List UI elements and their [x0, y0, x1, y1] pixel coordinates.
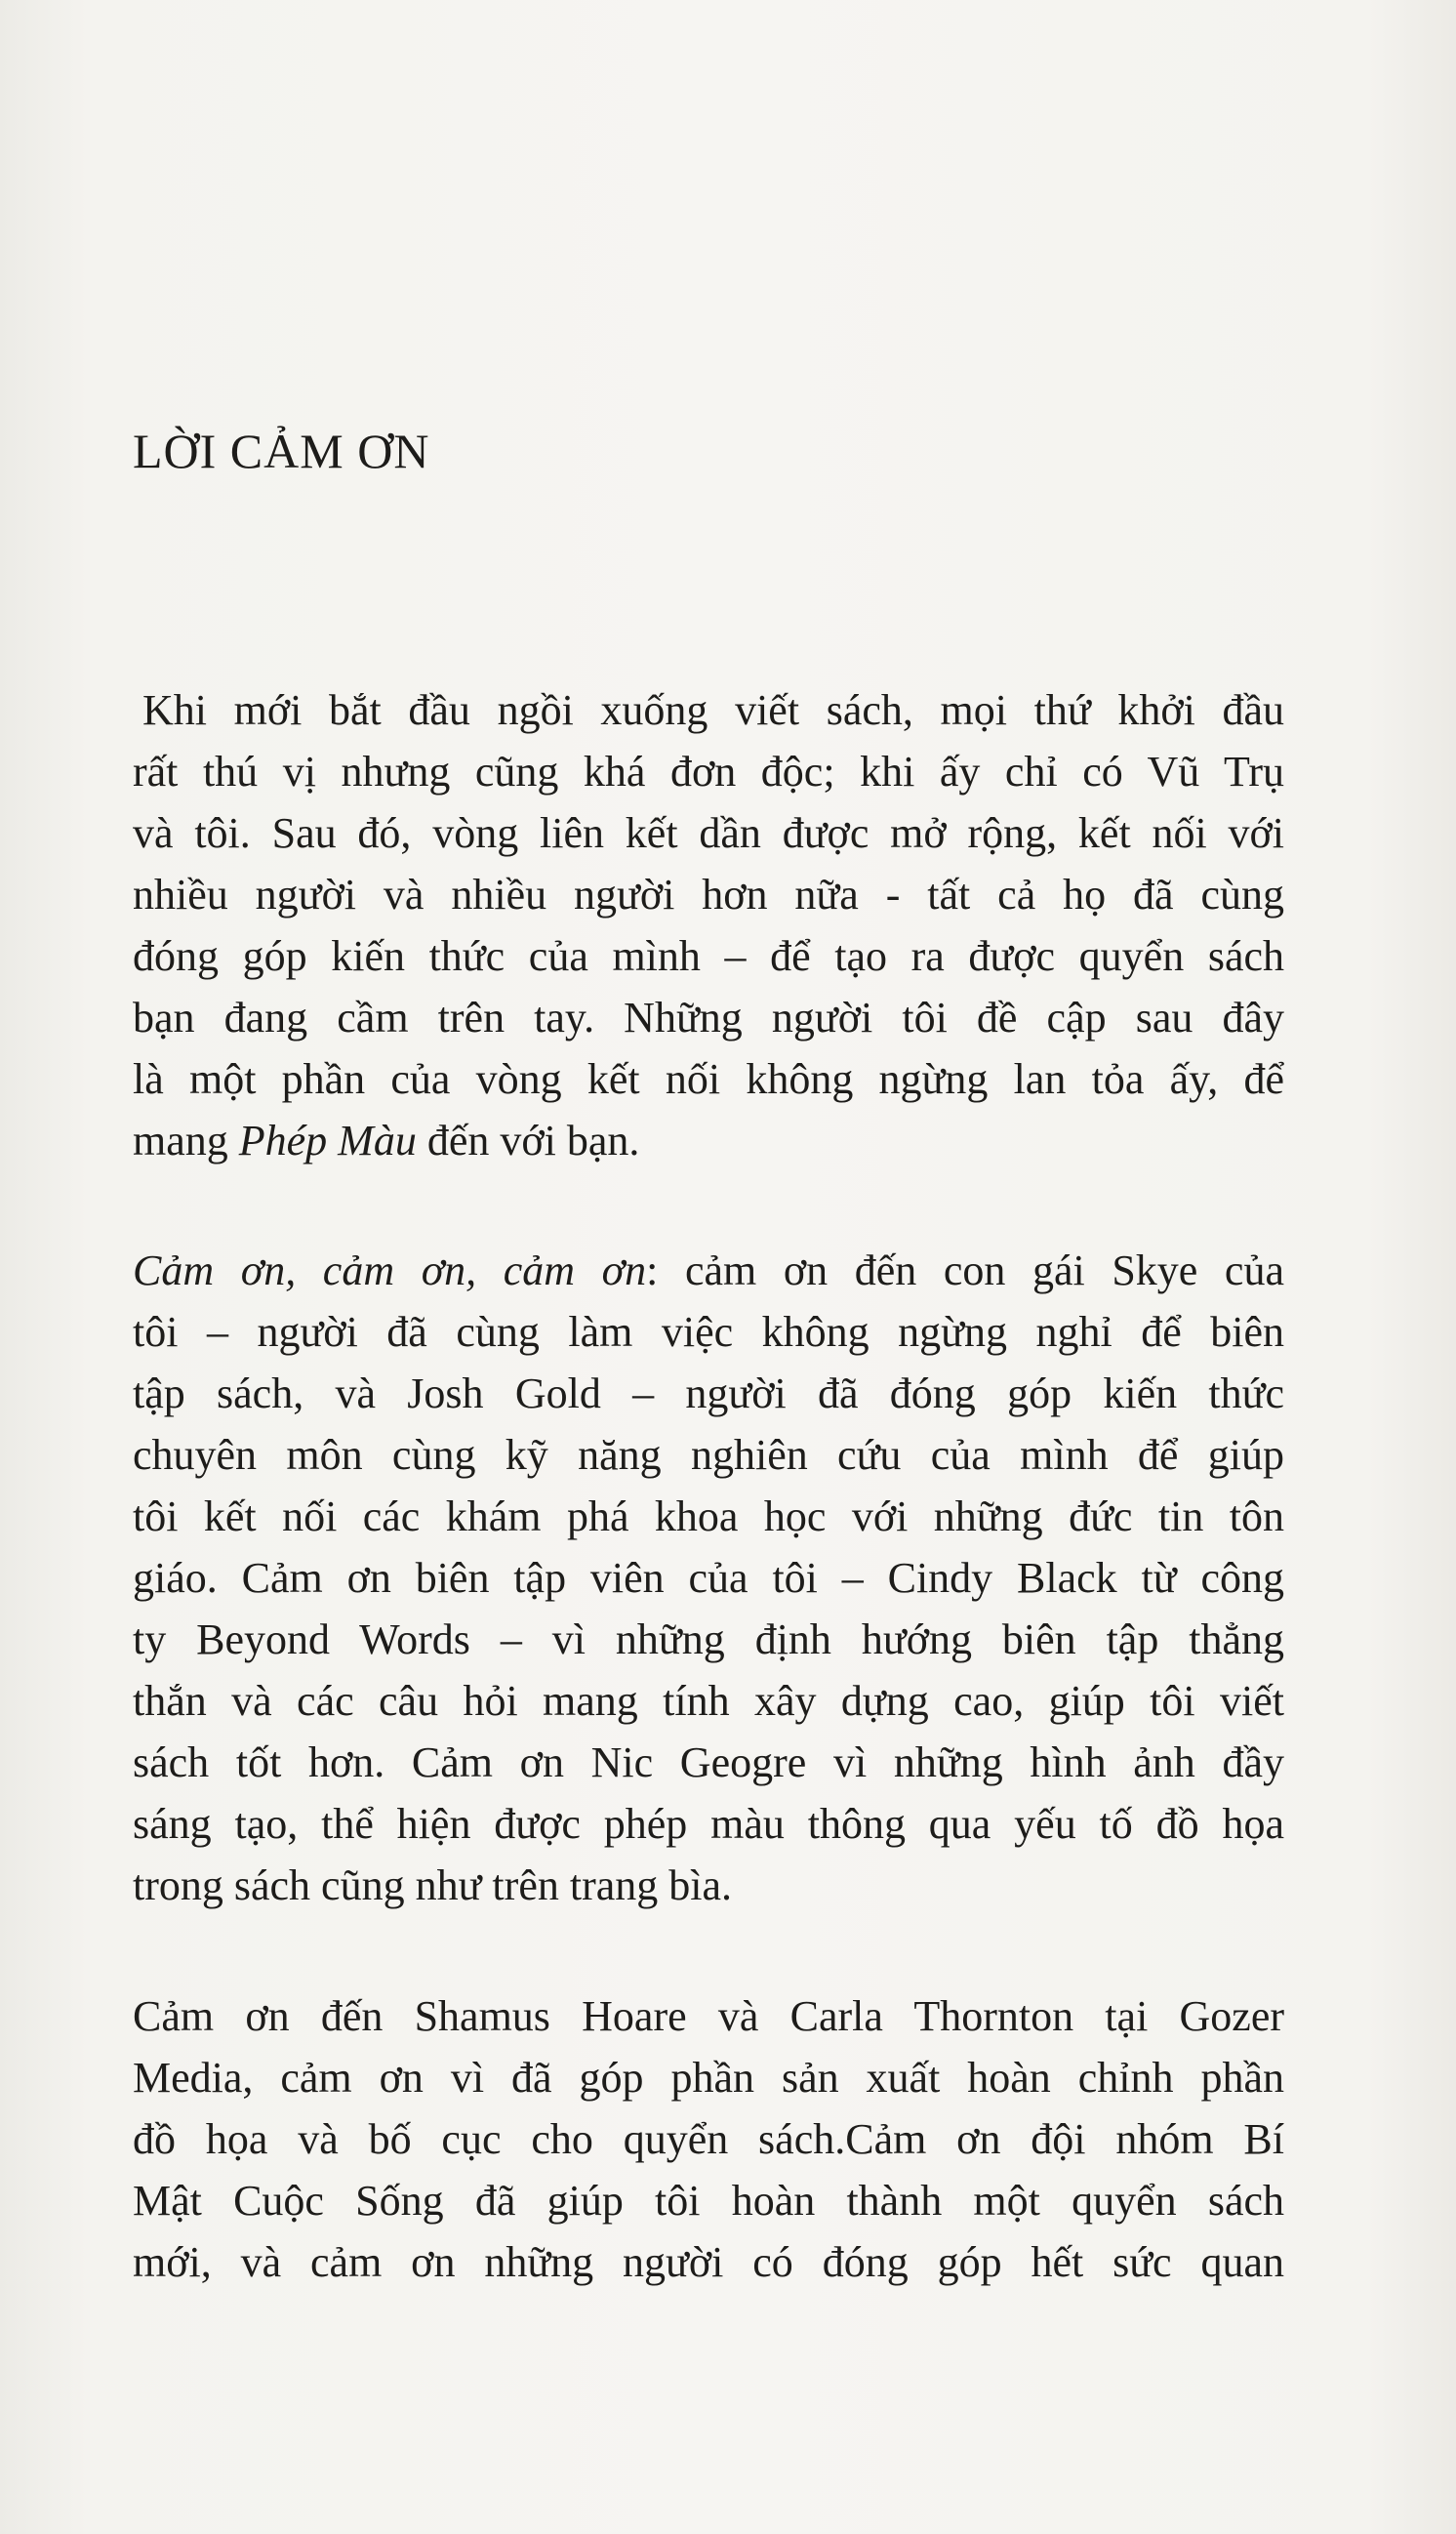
text-line: Cảm ơn đến Shamus Hoare và Carla Thornton tại Gozer [133, 1992, 1284, 2040]
text-line: chuyên môn cùng kỹ năng nghiên cứu của mình để giúp [133, 1431, 1284, 1479]
text-line: là một phần của vòng kết nối không ngừng lan tỏa ấy, để [133, 1055, 1284, 1103]
text-line: tập sách, và Josh Gold – người đã đóng góp kiến thức [133, 1369, 1284, 1417]
book-title-italic: Phép Màu [238, 1117, 417, 1165]
text-line: đồ họa và bố cục cho quyển sách.Cảm ơn đội nhóm Bí [133, 2115, 1284, 2163]
text-fragment: mang [133, 1117, 239, 1165]
text-line: mới, và cảm ơn những người có đóng góp hết sức quan [133, 2238, 1284, 2286]
text-line: Media, cảm ơn vì đã góp phần sản xuất hoàn chỉnh phần [133, 2054, 1284, 2102]
text-line: thắn và các câu hỏi mang tính xây dựng cao, giúp tôi viết [133, 1677, 1284, 1725]
text-line: giáo. Cảm ơn biên tập viên của tôi – Cindy Black từ công [133, 1554, 1284, 1602]
text-line: sách tốt hơn. Cảm ơn Nic Geogre vì những hình ảnh đầy [133, 1738, 1284, 1786]
text-fragment: : cảm ơn đến con gái Skye của [646, 1247, 1284, 1294]
text-line: bạn đang cầm trên tay. Những người tôi đề cập sau đây [133, 994, 1284, 1042]
text-line: Khi mới bắt đầu ngồi xuống viết sách, mọi thứ khởi đầu [142, 686, 1284, 734]
text-line: Mật Cuộc Sống đã giúp tôi hoàn thành một quyển sách [133, 2177, 1284, 2225]
text-line: và tôi. Sau đó, vòng liên kết dần được mở rộng, kết nối với [133, 809, 1284, 857]
text-italic: Cảm ơn, cảm ơn, cảm ơn [133, 1247, 647, 1294]
text-line: nhiều người và nhiều người hơn nữa - tất cả họ đã cùng [133, 871, 1284, 919]
text-line: rất thú vị nhưng cũng khá đơn độc; khi ấy chỉ có Vũ Trụ [133, 748, 1284, 796]
text-line: sáng tạo, thể hiện được phép màu thông qua yếu tố đồ họa [133, 1800, 1284, 1848]
text-line: đóng góp kiến thức của mình – để tạo ra được quyển sách [133, 932, 1284, 980]
page-title: LỜI CẢM ƠN [133, 424, 430, 478]
text-line [133, 1244, 1284, 1298]
text-line [133, 1114, 1284, 1168]
text-line: tôi – người đã cùng làm việc không ngừng nghỉ để biên [133, 1308, 1284, 1356]
text-line: tôi kết nối các khám phá khoa học với những đức tin tôn [133, 1492, 1284, 1540]
text-line: ty Beyond Words – vì những định hướng biên tập thẳng [133, 1615, 1284, 1663]
text-line: trong sách cũng như trên trang bìa. [133, 1861, 733, 1909]
text-fragment: đến với bạn. [416, 1117, 640, 1165]
